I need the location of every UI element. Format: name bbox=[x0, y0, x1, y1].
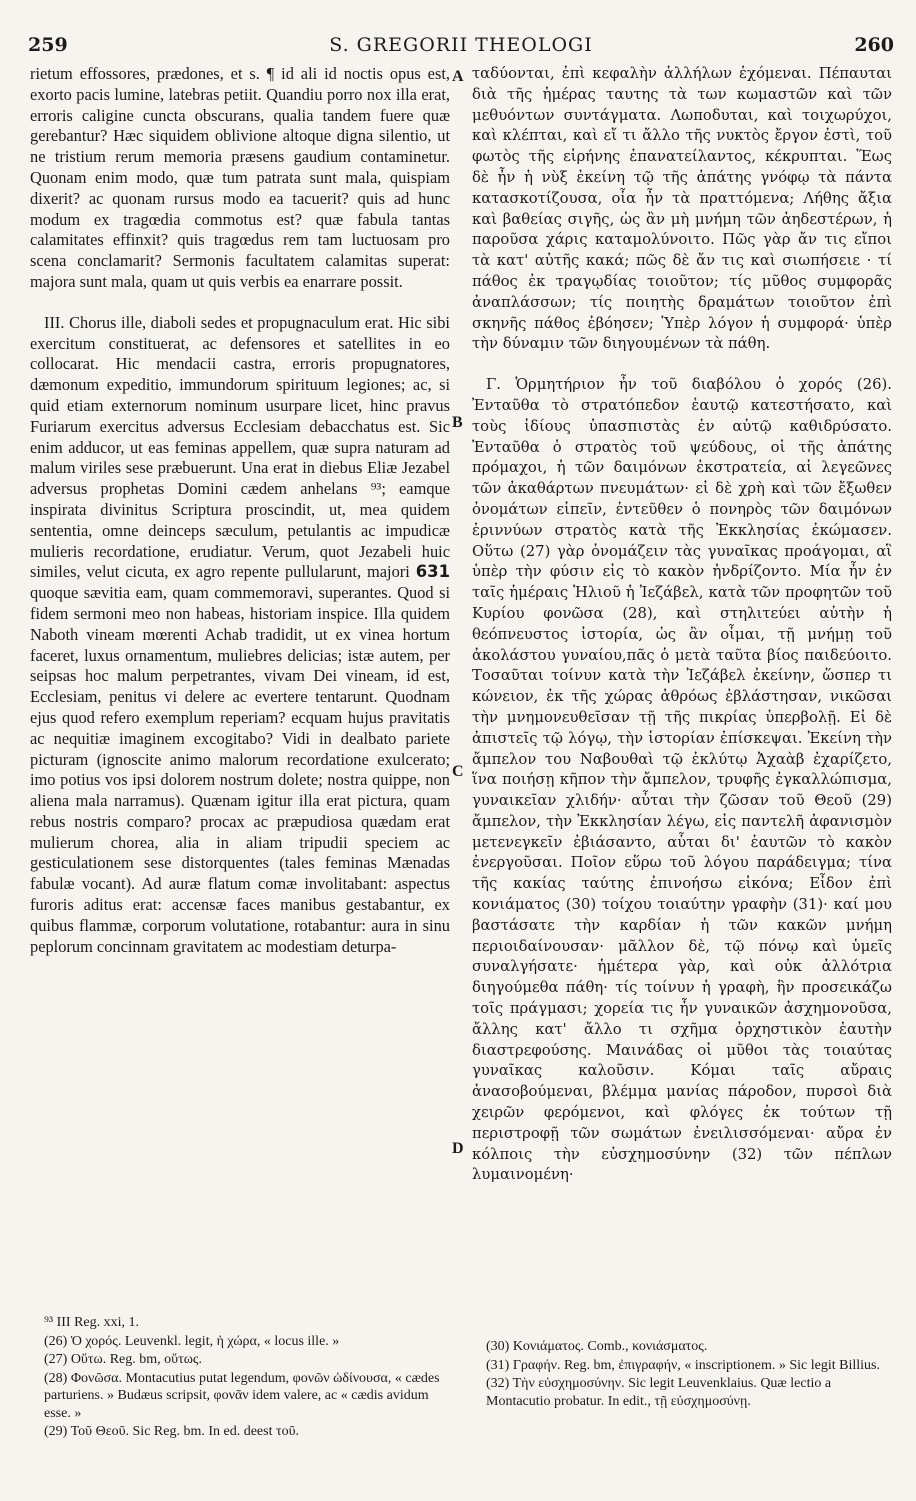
greek-paragraph-2: Γ. Ὁρμητήριον ἦν τοῦ διαβόλου ὁ χορός (26). Ἐνταῦθα τὸ στρατόπεδον ἑαυτῷ κατεστήσατο, καὶ τοὺς ἰδίους ὑπασπιστὰς ἐν αὐτῷ καθιδρύσατο. Ἐνταῦθα ὁ στρατὸς τοῦ ψεύδους, οἱ τῆς ἀπάτης πρόμαχοι, ἡ τῶν δαιμόνων ἐκστρατεία, αἱ λεγεῶνες τῶν ἀκαθάρτων πνευμάτων· εἰ δὲ χρὴ καὶ τῶν ἔξωθεν ὀνομάτων εἰπεῖν, ἐντεῦθεν ὁ πονηρὸς τῶν δαιμόνων ἐριννύων στρατὸς κατὰ τῆς Ἐκκλησίας ἐκώμασεν. Οὕτω (27) γὰρ ὀνομάζειν τὰς γυναῖκας προάγομαι, αἳ ὑπὲρ τὴν φύσιν εἰς τὸ κακὸν ἠνδρίζοντο. Μία ἦν ἐν ταῖς ἡμέραις Ἡλιοῦ ἡ Ἰεζάβελ, κατὰ τῶν προφητῶν τοῦ Κυρίου φονῶσα (28), καὶ στηλιτεύει αὐτὴν ἡ θεόπνευστος ἱστορία, ὡς ἂν οἶμαι, τῇ μνήμῃ τοῦ ἀκολάστου γυναίου,πᾶς ὁ μετὰ ταῦτα βίος παιδεύοιτο. Τοσαῦται τοίνυν κατὰ τὴν Ἰεζάβελ ἐκείνην, ὥσπερ τι κώνειον, ἐκ τῆς χώρας ἀθρόως ἐβλάστησαν, νικῶσαι τὴν μνημονευθεῖσαν τῇ τῆς πικρίας ὑπερβολῇ. Εἰ δὲ ἀπιστεῖς τῷ λόγῳ, τὴν ἱστορίαν ἐπίσκεψαι. Ἐκείνη τὴν ἄμπελον του Ναβουθαὶ τῷ ἐκλύτῳ Ἀχαὰβ ἐχαρίζετο, ἵνα ποιήσῃ κῆπον τὴν ἄμπελον, τρυφῆς ἐγκαλλώπισμα, γυναικεῖαν χλιδήν· αὗται τὴν ζῶσαν τοῦ Θεοῦ (29) ἄμπελον, τὴν Ἐκκλησίαν λέγω, εἰς παντελῆ ἀφανισμὸν μετενεγκεῖν ἐβιάσαντο, αὗται δι' ἑαυτῶν τὸ κακὸν ἐνεργοῦσαι. Ποῖον εὕρω τοῦ λόγου παράδειγμα; τίνα τῆς κακίας ταύτης ἐπινοήσω εἰκόνα; Εἶδον ἐπὶ κονιάματος (30) τοίχου τοιαύτην γραφὴν (31)· καί μου βαστάσατε τὴν καρδίαν ἡ τῶν κακῶν μνήμη περιοιδαίνουσαν· μᾶλλον δὲ, τῷ πόνῳ καὶ ὑμεῖς συναλγήσατε· ἡμέτερα γὰρ, καὶ οὐκ ἀλλότρια διηγούμεθα πάθη· τίς τοίνυν ἡ γραφὴ, ἣν προσεικάζω τοῖς πράγμασι; χορεία τις ἦν γυναικῶν ἀσχημονοῦσα, ἄλλης κατ' ἄλλο τι σχῆμα ὀρχηστικὸν ἑαυτὴν διαστρεφούσης. Μαινάδας οἱ μῦθοι τὰς τοιαύτας γυναῖκας καλοῦσιν. Κόμαι ταῖς αὔραις ἀνασοβούμεναι, βλέμμα μανίας πάροδον, πυρσοὶ διὰ χειρῶν φερόμενοι, καὶ φλόγες ἐκ τούτων τῇ περιστροφῇ τῶν σωμάτων ἐνειλισσόμεναι· αὔρα ἐν κόλποις τὴν εὐσχημοσύνην (32) τῶν πέπλων λυμαινομένη· bbox=[472, 376, 892, 1184]
latin-column bbox=[30, 64, 450, 977]
page-number-right: 260 bbox=[854, 34, 894, 56]
footnote: (32) Τὴν εὐσχημοσύνην. Sic legit Leuvenklaius. Quæ lectio a Montacutio probatur. In edit., τῇ εὐσχημοσύνῃ. bbox=[486, 1376, 832, 1409]
margin-letter-b: B bbox=[452, 414, 463, 431]
footnote: (27) Οὕτω. Reg. bm, οὕτως. bbox=[44, 1352, 202, 1367]
footnote: (29) Τοῦ Θεοῦ. Sic Reg. bm. In ed. deest τοῦ. bbox=[44, 1424, 300, 1439]
latin-paragraph-2a: III. Chorus ille, diaboli sedes et propugnaculum erat. Hic sibi exercitum constituerat, ac defensores et satellites in eo collocarat. Hic mendacii castra, erroris propugnatores, dæmonum expeditio, immundorum spirituum legiones; ac, si quid etiam externorum nominum usurpare licet, hinc pravus Furiarum exercitus adversus Ecclesiam debacchatus est. Sic enim adducor, ut eas feminas appellem, quæ supra naturam ad malum viriles sese præbuerunt. Una erat in diebus Eliæ Jezabel adversus prophetas Domini cædem anhelans ⁹³; eamque inspirata divinitus Scriptura proscindit, ut, mea quidem sententia, omne deinceps sæculum, petulantis ac impudicæ mulieris recordatione, erudiatur. Verum, quot Jezabeli huic similes, velut cicuta, ex agro repente pullularunt, majori bbox=[30, 312, 450, 582]
running-title: S. GREGORII THEOLOGI bbox=[329, 34, 593, 56]
margin-letter-c: C bbox=[452, 763, 464, 780]
footnote: (28) Φονῶσα. Montacutius putat legendum, φονῶν ὠδίνουσα, « cædes parturiens. » Budæus scripsit, φονᾶν idem valere, ac « cædis avidum esse. » bbox=[44, 1370, 440, 1421]
page-number-left: 259 bbox=[28, 34, 68, 56]
footnote: (30) Κονιάματος. Comb., κονιάσματος. bbox=[486, 1339, 708, 1354]
margin-letter-d: D bbox=[452, 1140, 464, 1157]
margin-letter-a: A bbox=[452, 68, 464, 85]
greek-column bbox=[472, 64, 892, 1206]
footnote: ⁹³ III Reg. xxi, 1. bbox=[44, 1315, 140, 1330]
page-reference: 631 bbox=[415, 562, 450, 582]
footnotes-left bbox=[44, 1314, 448, 1442]
latin-paragraph-1: rietum effossores, prædones, et s. ¶ id ali id noctis opus est, exorto pacis lumine, latebras petiit. Quandiu porro nox illa erat, erroris caligine cuncta obscurans, qualia tandem fuere quæ gerebantur? Hæc siquidem oblivione altoque digna silentio, ut ne tristium rerum memoria præsens gaudium contaminetur. Quonam enim modo, quæ tum patrata sunt mala, quispiam dixerit? ac quonam rursus modo ea tacuerit? quis ad hunc modum ex tragœdia commotus est? quæ fabula tantas calamitates effinxit? quis tragœdus rem tam luctuosam pro scena conclamarit? Sermonis facultatem calamitas superat: majora sunt mala, quam ut quis verbis ea enarrare possit. bbox=[30, 64, 450, 291]
page-header bbox=[28, 34, 894, 60]
greek-paragraph-1: ταδύονται, ἐπὶ κεφαλὴν ἀλλήλων ἐχόμεναι. Πέπαυται διὰ τῆς ἡμέρας ταυτης τὰ των κωμαστῶν καὶ τῶν μεθυόντων συντάγματα. Λωποδυται, καὶ τοιχωρύχοι, καὶ κλέπται, καὶ εἴ τι ἄλλο τῆς νυκτὸς ἔργον ἐστὶ, τοῦ φωτὸς τῆς εἰρήνης ἐπανατείλαντος, κέκρυπται. Ἕως δὲ ἦν ἡ νὺξ ἐκείνη τῷ τῆς ἀπάτης γνόφῳ τὰ πάντα κατασκοτίζουσα, οἷα ἦν τὰ πραττόμενα; Λήθης ἄξια καὶ βαθείας σιγῆς, ὡς ἂν μὴ μνήμη τῶν ἀηδεστέρων, ἡ παροῦσα χάρις καταμολύνοιτο. Πῶς γὰρ ἄν τις εἴποι τὰ κατ' αὐτῆς κακά; πῶς δὲ ἄν τις καὶ σιωπήσειε · τί πάθος ἐκ τραγῳδίας τοιοῦτον; τίς μῦθος συμφορᾶς ἀναπλάσσων; τίς ποιητὴς δραμάτων τοιοῦτον ἐπὶ σκηνῆς πάθος ἐβόησεν; Ὑπὲρ λόγον ἡ συμφορά· ὑπὲρ τὴν δύναμιν τῶν διηγουμένων τὰ πάθη. bbox=[472, 65, 892, 353]
footnotes-right bbox=[486, 1338, 890, 1411]
latin-paragraph-2b: quoque sævitia eam, quam commemoravi, superantes. Quod si fidem sermoni meo non habeas, historiam inspice. Illa quidem Naboth vineam mœrenti Achab tradidit, ut ex vinea hortum faceret, luxus ornamentum, muliebres delicias; istæ autem, per seipsas hoc malum perpetrantes, vivam Dei vineam, id est, Ecclesiam, penitus vi delere ac evertere tentarunt. Quodnam ejus quod refero exemplum reperiam? ecquam hujus pravitatis ac nequitiæ imaginem excogitabo? Vidi in dealbato pariete picturam (ignoscite animo malorum recordatione exulcerato; imo potius vos ipsi dolorem nostrum dolete; nostra quippe, non aliena mala narramus). Quænam igitur illa erat pictura, quam rebus nostris comparo? procax ac præpudiosa quædam erat mulierum chorea, alia in aliam tripudii speciem ac gesticulationem sese distorquentes (tales feminas Mænadas fabulæ vocant). Ad auræ flatum comæ involitabant: aspectus furoris aditus erat: accensæ faces manibus gestabantur, ex quibus flammæ, corporum volutatione, rotabantur: aura in sinu peplorum concinnam gravitatem ac modestiam deturpa- bbox=[30, 583, 450, 956]
footnote: (31) Γραφήν. Reg. bm, ἐπιγραφήν, « inscriptionem. » Sic legit Billius. bbox=[486, 1357, 880, 1373]
latin-paragraph-2 bbox=[30, 313, 450, 958]
footnote: (26) Ὁ χορός. Leuvenkl. legit, ἡ χώρα, « locus ille. » bbox=[44, 1333, 340, 1349]
